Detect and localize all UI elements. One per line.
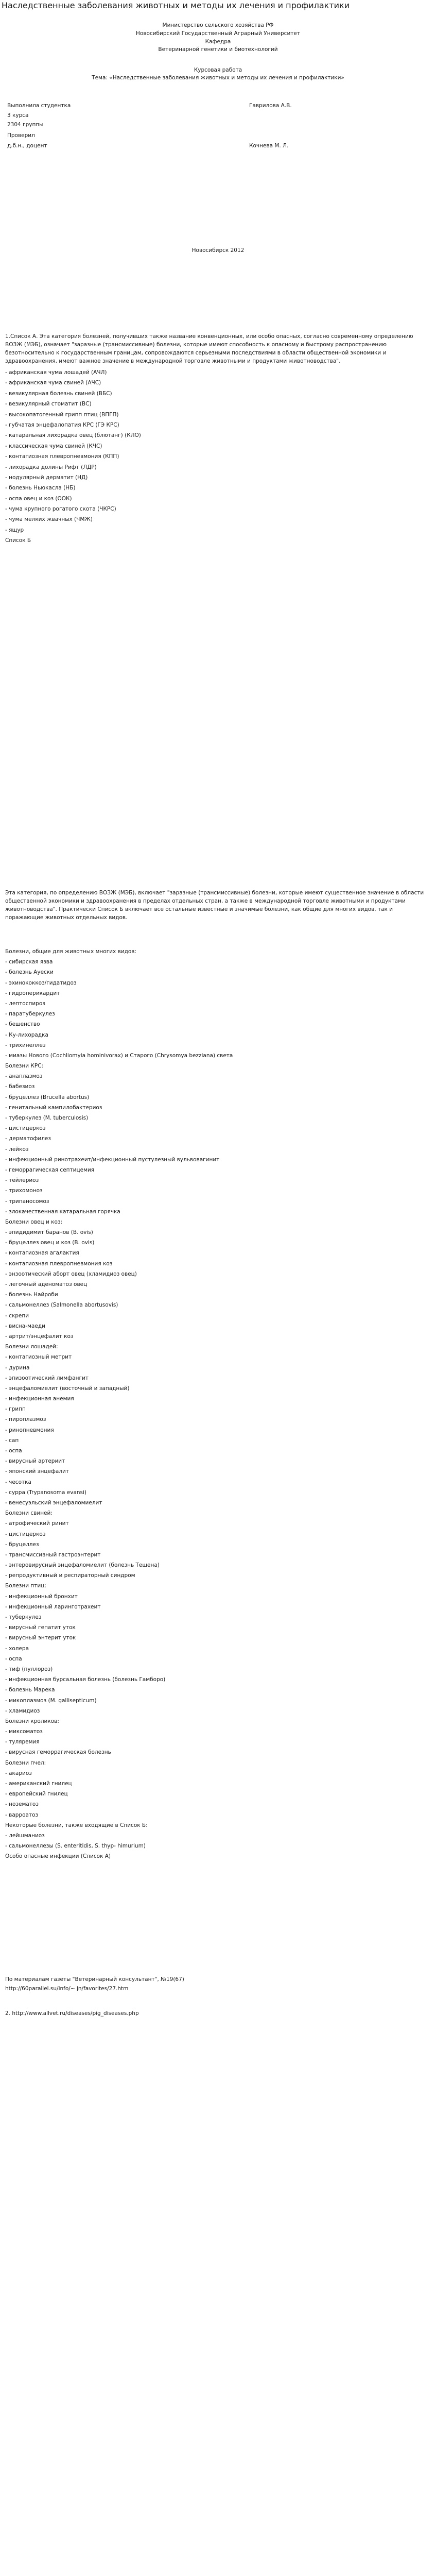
list-item: - эпидидимит баранов (B. ovis) <box>5 1229 93 1236</box>
list-item: - цистицеркоз <box>5 1531 46 1537</box>
list-item: - хламидиоз <box>5 1707 40 1714</box>
city-year: Новосибирск 2012 <box>191 247 245 253</box>
list-item: - трипаносомоз <box>5 1198 49 1205</box>
list-item: - бруцеллез (Brucella abortus) <box>5 1094 90 1100</box>
list-item: - сибирская язва <box>5 959 53 965</box>
list-item: - африканская чума лошадей (АЧЛ) <box>5 369 107 376</box>
list-item: - Ку-лихорадка <box>5 1031 48 1038</box>
list-item: - катаральная лихорадка овец (блютанг) (КЛО) <box>5 432 141 439</box>
source-note: По материалам газеты "Ветеринарный консультант", №19(67) <box>5 1976 184 1982</box>
list-item: - генитальный кампилобактериоз <box>5 1104 102 1111</box>
list-item: - контагиозный метрит <box>5 1354 72 1361</box>
performer-course: 3 курса <box>7 112 29 118</box>
list-item: - энтеровирусный энцефаломиелит (болезнь Тешена) <box>5 1562 160 1569</box>
list-item <box>5 1913 431 1924</box>
list-item: Болезни кроликов: <box>5 1718 59 1724</box>
list-item: - венесуэльский энцефаломиелит <box>5 1499 102 1506</box>
list-item: Болезни свиней: <box>5 1510 53 1517</box>
list-item: - дерматофилез <box>5 1136 51 1142</box>
list-item: - оспа <box>5 1448 22 1454</box>
list-item: - инфекционный ринотрахеит/инфекционный пустулезный вульвовагинит <box>5 1156 220 1163</box>
list-item: - акариоз <box>5 1770 32 1776</box>
list-b <box>5 946 431 1987</box>
list-item: - микоплазмоз (M. gallisepticum) <box>5 1697 97 1704</box>
list-item: Некоторые болезни, также входящие в Список Б: <box>5 1822 148 1828</box>
list-item: - геморрагическая септицемия <box>5 1166 95 1173</box>
source-link-1[interactable]: http://60parallel.su/info/~ jn/favorites/27.htm <box>5 1986 129 1992</box>
list-item: Болезни, общие для животных многих видов: <box>5 948 137 955</box>
list-item: - лейшманиоз <box>5 1832 45 1839</box>
list-item: - вирусная геморрагическая болезнь <box>5 1749 111 1756</box>
list-item: - гидроперикардит <box>5 990 60 996</box>
list-item <box>5 1935 431 1945</box>
list-item: - ринопневмония <box>5 1427 54 1433</box>
checker-rank: д.б.н., доцент <box>7 143 47 149</box>
list-item: - губчатая энцефалопатия КРС (ГЭ КРС) <box>5 421 119 428</box>
list-item: - туберкулез (M. tuberculosis) <box>5 1115 89 1121</box>
list-item: - злокачественная катаральная горячка <box>5 1208 120 1215</box>
list-item: - репродуктивный и респираторный синдром <box>5 1572 135 1579</box>
list-item: - анаплазмоз <box>5 1073 43 1080</box>
list-item: Болезни птиц: <box>5 1583 46 1589</box>
list-item: - тиф (пуллороз) <box>5 1666 53 1672</box>
list-item: - классическая чума свиней (КЧС) <box>5 443 102 449</box>
list-item: - дурина <box>5 1364 30 1371</box>
checker-name: Кочнева М. Л. <box>249 143 289 149</box>
page-title: Наследственные заболевания животных и методы их лечения и профилактики <box>2 1 350 10</box>
list-item: - болезнь Марека <box>5 1687 55 1693</box>
course-work-label: Курсовая работа <box>194 67 242 73</box>
list-item: - вирусный артериит <box>5 1458 65 1465</box>
list-item: - везикулярный стоматит (ВС) <box>5 401 92 408</box>
list-item: - оспа овец и коз (ООК) <box>5 495 72 502</box>
list-item: - нодулярный дерматит (НД) <box>5 474 88 481</box>
list-item: - болезнь Ньюкасла (НБ) <box>5 485 76 492</box>
list-item: - трихомоноз <box>5 1188 43 1194</box>
list-item: - бабезиоз <box>5 1083 35 1090</box>
list-item <box>5 1965 431 1976</box>
list-item <box>5 1872 431 1883</box>
list-item: - трихинеллез <box>5 1042 46 1048</box>
list-item: - грипп <box>5 1406 26 1413</box>
list-item: - висна-маеди <box>5 1323 45 1329</box>
list-item: - туляремия <box>5 1739 40 1745</box>
list-item <box>5 1862 431 1872</box>
list-item: - артрит/энцефалит коз <box>5 1333 74 1340</box>
list-item <box>5 1883 431 1893</box>
list-item: - лептоспироз <box>5 1000 45 1007</box>
list-item: - эхинококкоз/гидатидоз <box>5 979 77 986</box>
list-item: - энцефаломиелит (восточный и западный) <box>5 1385 130 1392</box>
list-item: - бешенство <box>5 1021 40 1028</box>
list-item: - миазы Нового (Cochliomyia hominivorax) и Старого (Chrysomya bezziana) света <box>5 1052 233 1059</box>
performer-name: Гаврилова А.В. <box>249 103 292 109</box>
list-b-intro: Эта категория, по определению ВОЗЖ (МЭБ), включает "заразные (трансмиссивные) болезни, которые имеют существенное значение в области общественной экономики и здравоохранения в пределах отдельных стран, а также в международной торговле животными и продуктами животноводства". Практически Список Б включает все остальные известные и значимые болезни, как общие для многих видов, так и поражающие животных отдельных видов. <box>5 890 424 921</box>
list-item: - ящур <box>5 527 24 533</box>
list-item: - американский гнилец <box>5 1781 72 1787</box>
list-item: - миксоматоз <box>5 1728 43 1735</box>
list-item: - энзоотический аборт овец (хламидиоз овец) <box>5 1270 137 1277</box>
list-item: - лихорадка долины Рифт (ЛДР) <box>5 464 97 470</box>
list-item: - нозематоз <box>5 1801 39 1808</box>
list-a <box>5 367 431 546</box>
university-line: Новосибирский Государственный Аграрный Университет <box>136 30 300 37</box>
list-item: - болезнь Ауески <box>5 969 54 976</box>
list-item: - паратуберкулез <box>5 1011 55 1018</box>
list-item: - сальмонеллезы (S. enteritidis, S. thyp- himurium) <box>5 1843 146 1850</box>
list-item: Особо опасные инфекции (Список А) <box>5 1853 111 1860</box>
list-item: - холера <box>5 1645 29 1652</box>
list-item: - везикулярная болезнь свиней (ВБС) <box>5 390 112 397</box>
list-item: - легочный аденоматоз овец <box>5 1281 88 1287</box>
list-item: - чесотка <box>5 1479 31 1485</box>
list-item: - сап <box>5 1437 19 1444</box>
list-item: - пироплазмоз <box>5 1416 46 1423</box>
list-item: Болезни лошадей: <box>5 1344 58 1350</box>
list-item <box>5 1903 431 1913</box>
list-item: - туберкулез <box>5 1614 42 1620</box>
list-item: - инфекционная анемия <box>5 1396 74 1402</box>
list-item <box>5 1893 431 1903</box>
list-item <box>5 1945 431 1955</box>
list-item <box>5 1924 431 1935</box>
list-item: Болезни пчел: <box>5 1759 46 1766</box>
checker-label: Проверил <box>7 132 35 139</box>
ministry-line: Министерство сельского хозяйства РФ <box>162 22 274 28</box>
list-item: - высокопатогенный грипп птиц (ВПГП) <box>5 411 119 418</box>
list-item: - контагиозная плевропневмония коз <box>5 1260 113 1267</box>
list-item: Болезни КРС: <box>5 1063 44 1070</box>
course-work-topic: Тема: «Наследственные заболевания животных и методы их лечения и профилактики» <box>92 75 344 81</box>
list-item: Болезни овец и коз: <box>5 1218 63 1225</box>
list-item: - японский энцефалит <box>5 1468 69 1475</box>
list-item: - вирусный энтерит уток <box>5 1635 76 1641</box>
list-item: - инфекционная бурсальная болезнь (болезнь Гамборо) <box>5 1676 166 1683</box>
list-item: - вирусный гепатит уток <box>5 1624 76 1631</box>
list-item: - бруцеллез <box>5 1541 39 1548</box>
list-item: - инфекционный ларинготрахеит <box>5 1603 101 1610</box>
list-item: - оспа <box>5 1655 22 1662</box>
list-item: - трансмиссивный гастроэнтерит <box>5 1551 101 1558</box>
source-link-2[interactable]: 2. http://www.allvet.ru/diseases/pig_diseases.php <box>5 2010 139 2016</box>
list-item: - цистицеркоз <box>5 1125 46 1132</box>
list-item <box>5 1955 431 1965</box>
list-item: - инфекционный бронхит <box>5 1593 78 1600</box>
list-item: - сальмонеллез (Salmonella abortusovis) <box>5 1302 118 1309</box>
list-item: - африканская чума свиней (АЧС) <box>5 380 101 386</box>
list-item: - лейкоз <box>5 1146 29 1153</box>
section-heading-list-b: Список Б <box>5 537 31 544</box>
performer-label: Выполнила студентка <box>7 103 71 109</box>
list-item: - атрофический ринит <box>5 1520 69 1527</box>
list-item: - бруцеллез овец и коз (B. ovis) <box>5 1240 95 1246</box>
list-item: - тейлериоз <box>5 1177 39 1184</box>
list-item: - контагиозная плевропневмония (КПП) <box>5 453 119 460</box>
list-item: - скрепи <box>5 1312 29 1319</box>
list-item: - болезнь Найроби <box>5 1292 58 1298</box>
list-item: - контагиозная агалактия <box>5 1250 79 1257</box>
list-item: - европейский гнилец <box>5 1791 68 1798</box>
list-item: - чума крупного рогатого скота (ЧКРС) <box>5 506 116 513</box>
list-item: - варроатоз <box>5 1811 39 1818</box>
list-item: - сурра (Trypanosoma evansi) <box>5 1489 87 1496</box>
performer-group: 2304 группы <box>7 122 44 128</box>
department-name: Ветеринарной генетики и биотехнологий <box>158 46 278 53</box>
list-item: - эпизоотический лимфангит <box>5 1375 89 1381</box>
department-label: Кафедра <box>205 39 231 45</box>
list-item: - чума мелких жвачных (ЧМЖ) <box>5 516 93 523</box>
list-a-intro: 1.Список А. Эта категория болезней, получивших также название конвенционных, или особо опасных, согласно современному определению ВОЗЖ (МЭБ), означает "заразные (трансмиссивные) болезни, которые имеют способность к опасному и быстрому распространению безотносительно к государственным границам, сопровождаются серьезными последствиями в области общественной экономики и здравоохранения, имеют важное значение в международной торговле животными и продуктами животноводства". <box>5 333 413 364</box>
